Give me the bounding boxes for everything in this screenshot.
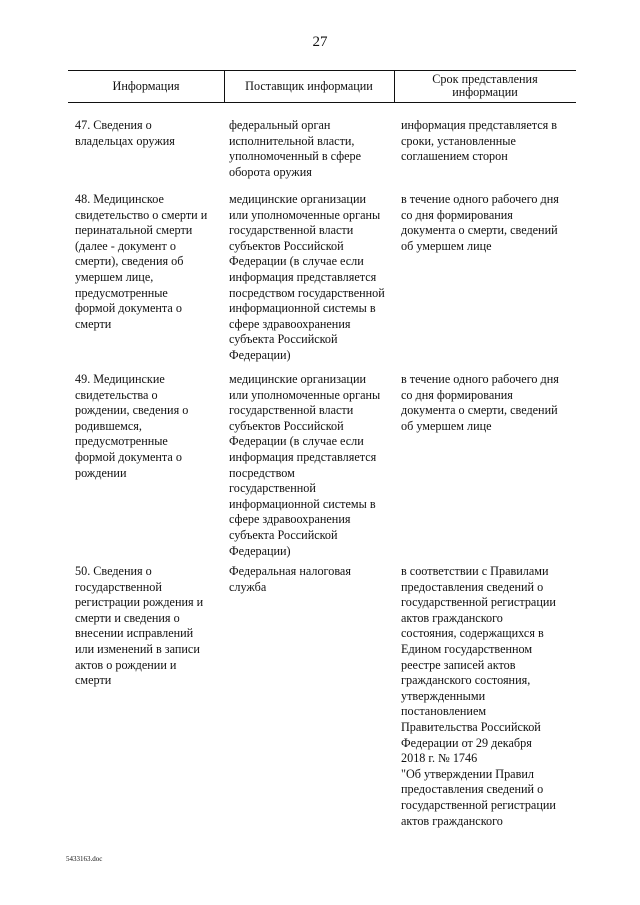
row-info-cell: 49. Медицинские свидетельства о рождении, сведения о родившемся, предусмотренные формой документа о рождении — [75, 372, 189, 480]
column-header-info: Информация — [112, 78, 180, 93]
row-provider-cell: Федеральная налоговая служба — [229, 564, 351, 594]
row-deadline-cell: в соответствии с Правилами предоставления сведений о государственной регистрации актов гражданского состояния, содержащихся в Едином государственном реестре записей актов гражданского состояния, утвержденными постановлением Правительства Российской Федерации от 29 декабря 2018 г. № 1746 "Об утверждении Правил предоставления сведений о государственной регистрации актов гражданского — [401, 564, 556, 828]
row-deadline-cell: в течение одного рабочего дня со дня формирования документа о смерти, сведений об умершем лице — [401, 192, 559, 253]
column-header-deadline: Срок представления информации — [432, 72, 538, 99]
column-header-provider: Поставщик информации — [245, 78, 373, 93]
page-number: 27 — [312, 34, 328, 50]
row-deadline-cell: информация представляется в сроки, установленные соглашением сторон — [401, 118, 558, 164]
row-deadline-cell: в течение одного рабочего дня со дня формирования документа о смерти, сведений об умершем лице — [401, 372, 559, 433]
footer-filename: 5433163.doc — [66, 855, 103, 863]
row-provider-cell: медицинские организации или уполномоченные органы государственной власти субъектов Российской Федерации (в случае если информация представляется посредством государственной информационной системы в сфере здравоохранения субъекта Российской Федерации) — [229, 192, 385, 362]
table-header-bottom-rule — [68, 102, 576, 103]
row-provider-cell: медицинские организации или уполномоченные органы государственной власти субъектов Российской Федерации (в случае если информация представляется посредством государственной информационной системы в сфере здравоохранения субъекта Российской Федерации) — [229, 372, 381, 558]
row-info-cell: 47. Сведения о владельцах оружия — [75, 118, 175, 148]
row-info-cell: 48. Медицинское свидетельство о смерти и перинатальной смерти (далее - документ о смерти), сведения об умершем лице, предусмотренные формой документа о смерти — [75, 192, 208, 331]
row-info-cell: 50. Сведения о государственной регистрации рождения и смерти и сведения о внесении исправлений или изменений в записи актов о рождении и смерти — [75, 564, 204, 688]
row-provider-cell: федеральный орган исполнительной власти, уполномоченный в сфере оборота оружия — [229, 118, 362, 179]
